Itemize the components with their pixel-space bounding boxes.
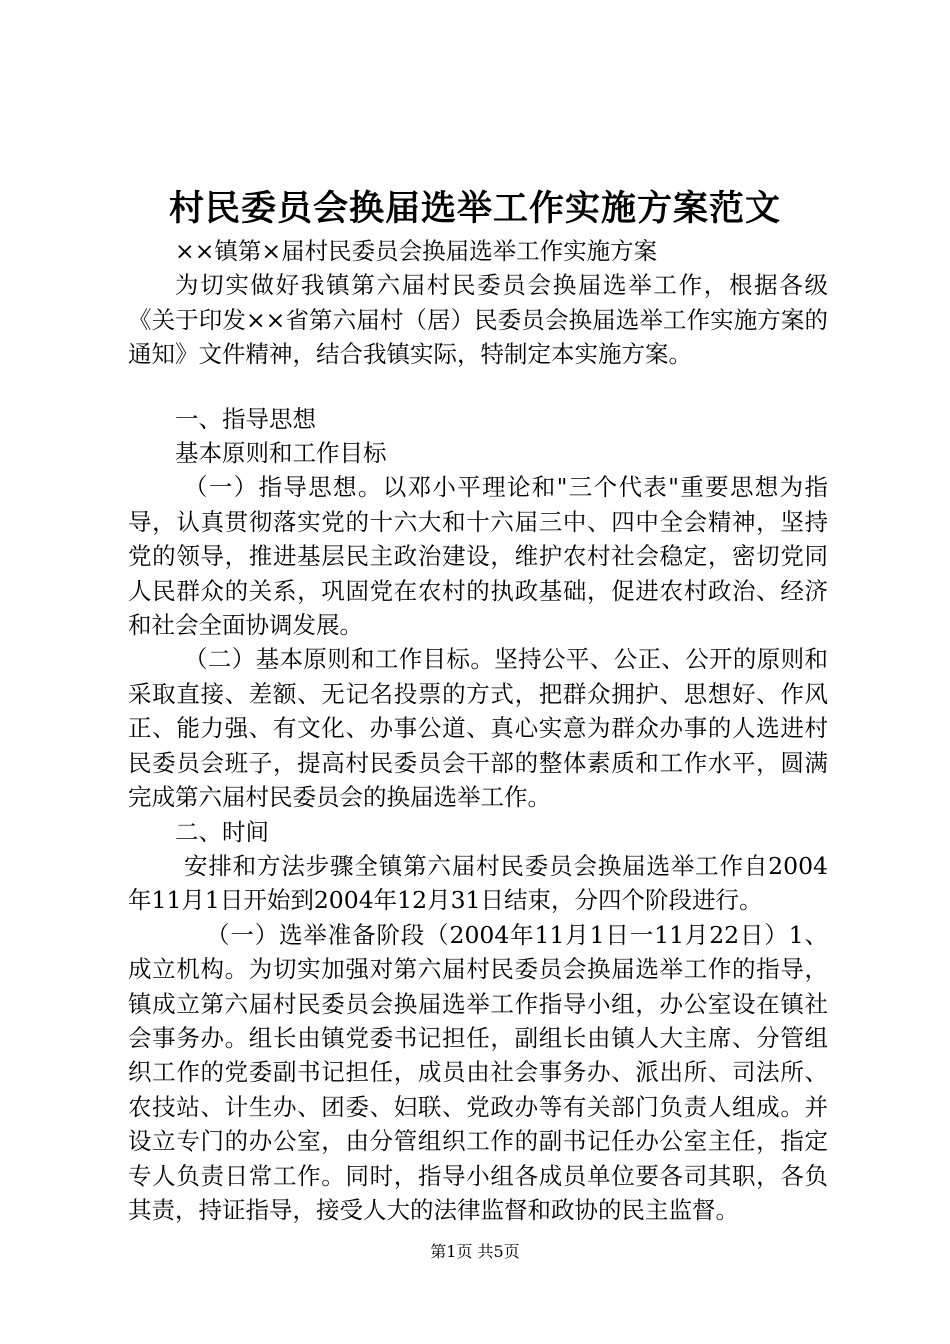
paragraph-schedule: 安排和方法步骤全镇第六届村民委员会换届选举工作自2004年11月1日开始到2004年12月31日结束，分四个阶段进行。 — [128, 851, 828, 915]
page-footer: 第1页 共5页 — [430, 1242, 520, 1261]
paragraph-guiding-thought: （一）指导思想。以邓小平理论和"三个代表"重要思想为指导，认真贯彻落实党的十六大和十六届三中、四中全会精神，坚持党的领导，推进基层民主政治建设，维护农村社会稳定，密切党同人民群众的关系，巩固党在农村的执政基础，促进农村政治、经济和社会全面协调发展。 — [128, 473, 828, 640]
paragraph-preparation-stage: （一）选举准备阶段（2004年11月1日一11月22日）1、成立机构。为切实加强对第六届村民委员会换届选举工作的指导，镇成立第六届村民委员会换届选举工作指导小组，办公室设在镇社会事务办。组长由镇党委书记担任，副组长由镇人大主席、分管组织工作的党委副书记担任，成员由社会事务办、派出所、司法所、农技站、计生办、团委、妇联、党政办等有关部门负责人组成。并设立专门的办公室，由分管组织工作的副书记任办公室主任，指定专人负责日常工作。同时，指导小组各成员单位要各司其职，各负其责，持证指导，接受人大的法律监督和政协的民主监督。 — [128, 920, 828, 1224]
paragraph-principles-goals: （二）基本原则和工作目标。坚持公平、公正、公开的原则和采取直接、差额、无记名投票的方式，把群众拥护、思想好、作风正、能力强、有文化、办事公道、真心实意为群众办事的人选进村民委员会班子，提高村民委员会干部的整体素质和工作水平，圆满完成第六届村民委员会的换届选举工作。 — [128, 645, 828, 812]
document-body — [128, 234, 828, 1227]
document-title: 村民委员会换届选举工作实施方案范文 — [168, 188, 781, 229]
section-heading-guiding-thought: 一、指导思想 — [175, 404, 316, 433]
section-subheading-principles: 基本原则和工作目标 — [175, 439, 387, 468]
intro-paragraph: 为切实做好我镇第六届村民委员会换届选举工作，根据各级《关于印发××省第六届村（居）民委员会换届选举工作实施方案的通知》文件精神，结合我镇实际，特制定本实施方案。 — [128, 271, 828, 369]
plan-heading: ××镇第×届村民委员会换届选举工作实施方案 — [175, 237, 658, 265]
section-heading-time: 二、时间 — [175, 817, 269, 846]
